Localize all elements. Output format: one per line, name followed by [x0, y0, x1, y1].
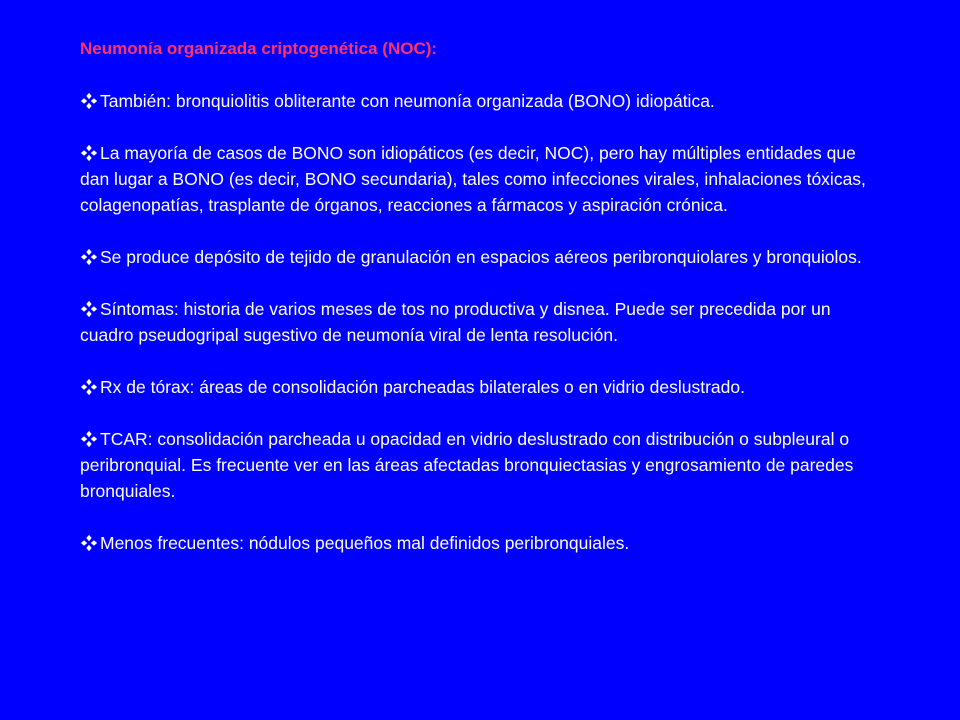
bullet-text: TCAR: consolidación parcheada u opacidad en vidrio deslustrado con distribución o subpleural o peribronquial. Es frecuente ver en las áreas afectadas bronquiectasias y engrosamiento de paredes bronquiales.: [80, 429, 854, 501]
bullet-item: [80, 530, 888, 556]
four-diamond-bullet-icon: [80, 144, 98, 162]
bullet-text: Se produce depósito de tejido de granulación en espacios aéreos peribronquiolares y bronquiolos.: [100, 247, 862, 267]
bullet-text: También: bronquiolitis obliterante con neumonía organizada (BONO) idiopática.: [100, 91, 715, 111]
bullet-item: [80, 140, 888, 218]
bullet-text: Síntomas: historia de varios meses de tos no productiva y disnea. Puede ser precedida por un cuadro pseudogripal sugestivo de neumonía viral de lenta resolución.: [80, 299, 831, 345]
bullet-item: [80, 88, 888, 114]
bullet-text: Menos frecuentes: nódulos pequeños mal definidos peribronquiales.: [100, 533, 630, 553]
bullet-item: [80, 244, 888, 270]
four-diamond-bullet-icon: [80, 430, 98, 448]
slide-title: Neumonía organizada criptogenética (NOC):: [80, 39, 438, 58]
bullet-item: [80, 374, 888, 400]
four-diamond-bullet-icon: [80, 300, 98, 318]
four-diamond-bullet-icon: [80, 378, 98, 396]
bullet-item: [80, 426, 888, 504]
four-diamond-bullet-icon: [80, 534, 98, 552]
four-diamond-bullet-icon: [80, 248, 98, 266]
bullet-text: Rx de tórax: áreas de consolidación parcheadas bilaterales o en vidrio deslustrado.: [100, 377, 745, 397]
bullet-item: [80, 296, 888, 348]
four-diamond-bullet-icon: [80, 92, 98, 110]
slide-content: [80, 36, 888, 556]
bullet-text: La mayoría de casos de BONO son idiopáticos (es decir, NOC), pero hay múltiples entidades que dan lugar a BONO (es decir, BONO secundaria), tales como infecciones virales, inhalaciones tóxicas, colagenopatías, trasplante de órganos, reacciones a fármacos y aspiración crónica.: [80, 143, 866, 215]
